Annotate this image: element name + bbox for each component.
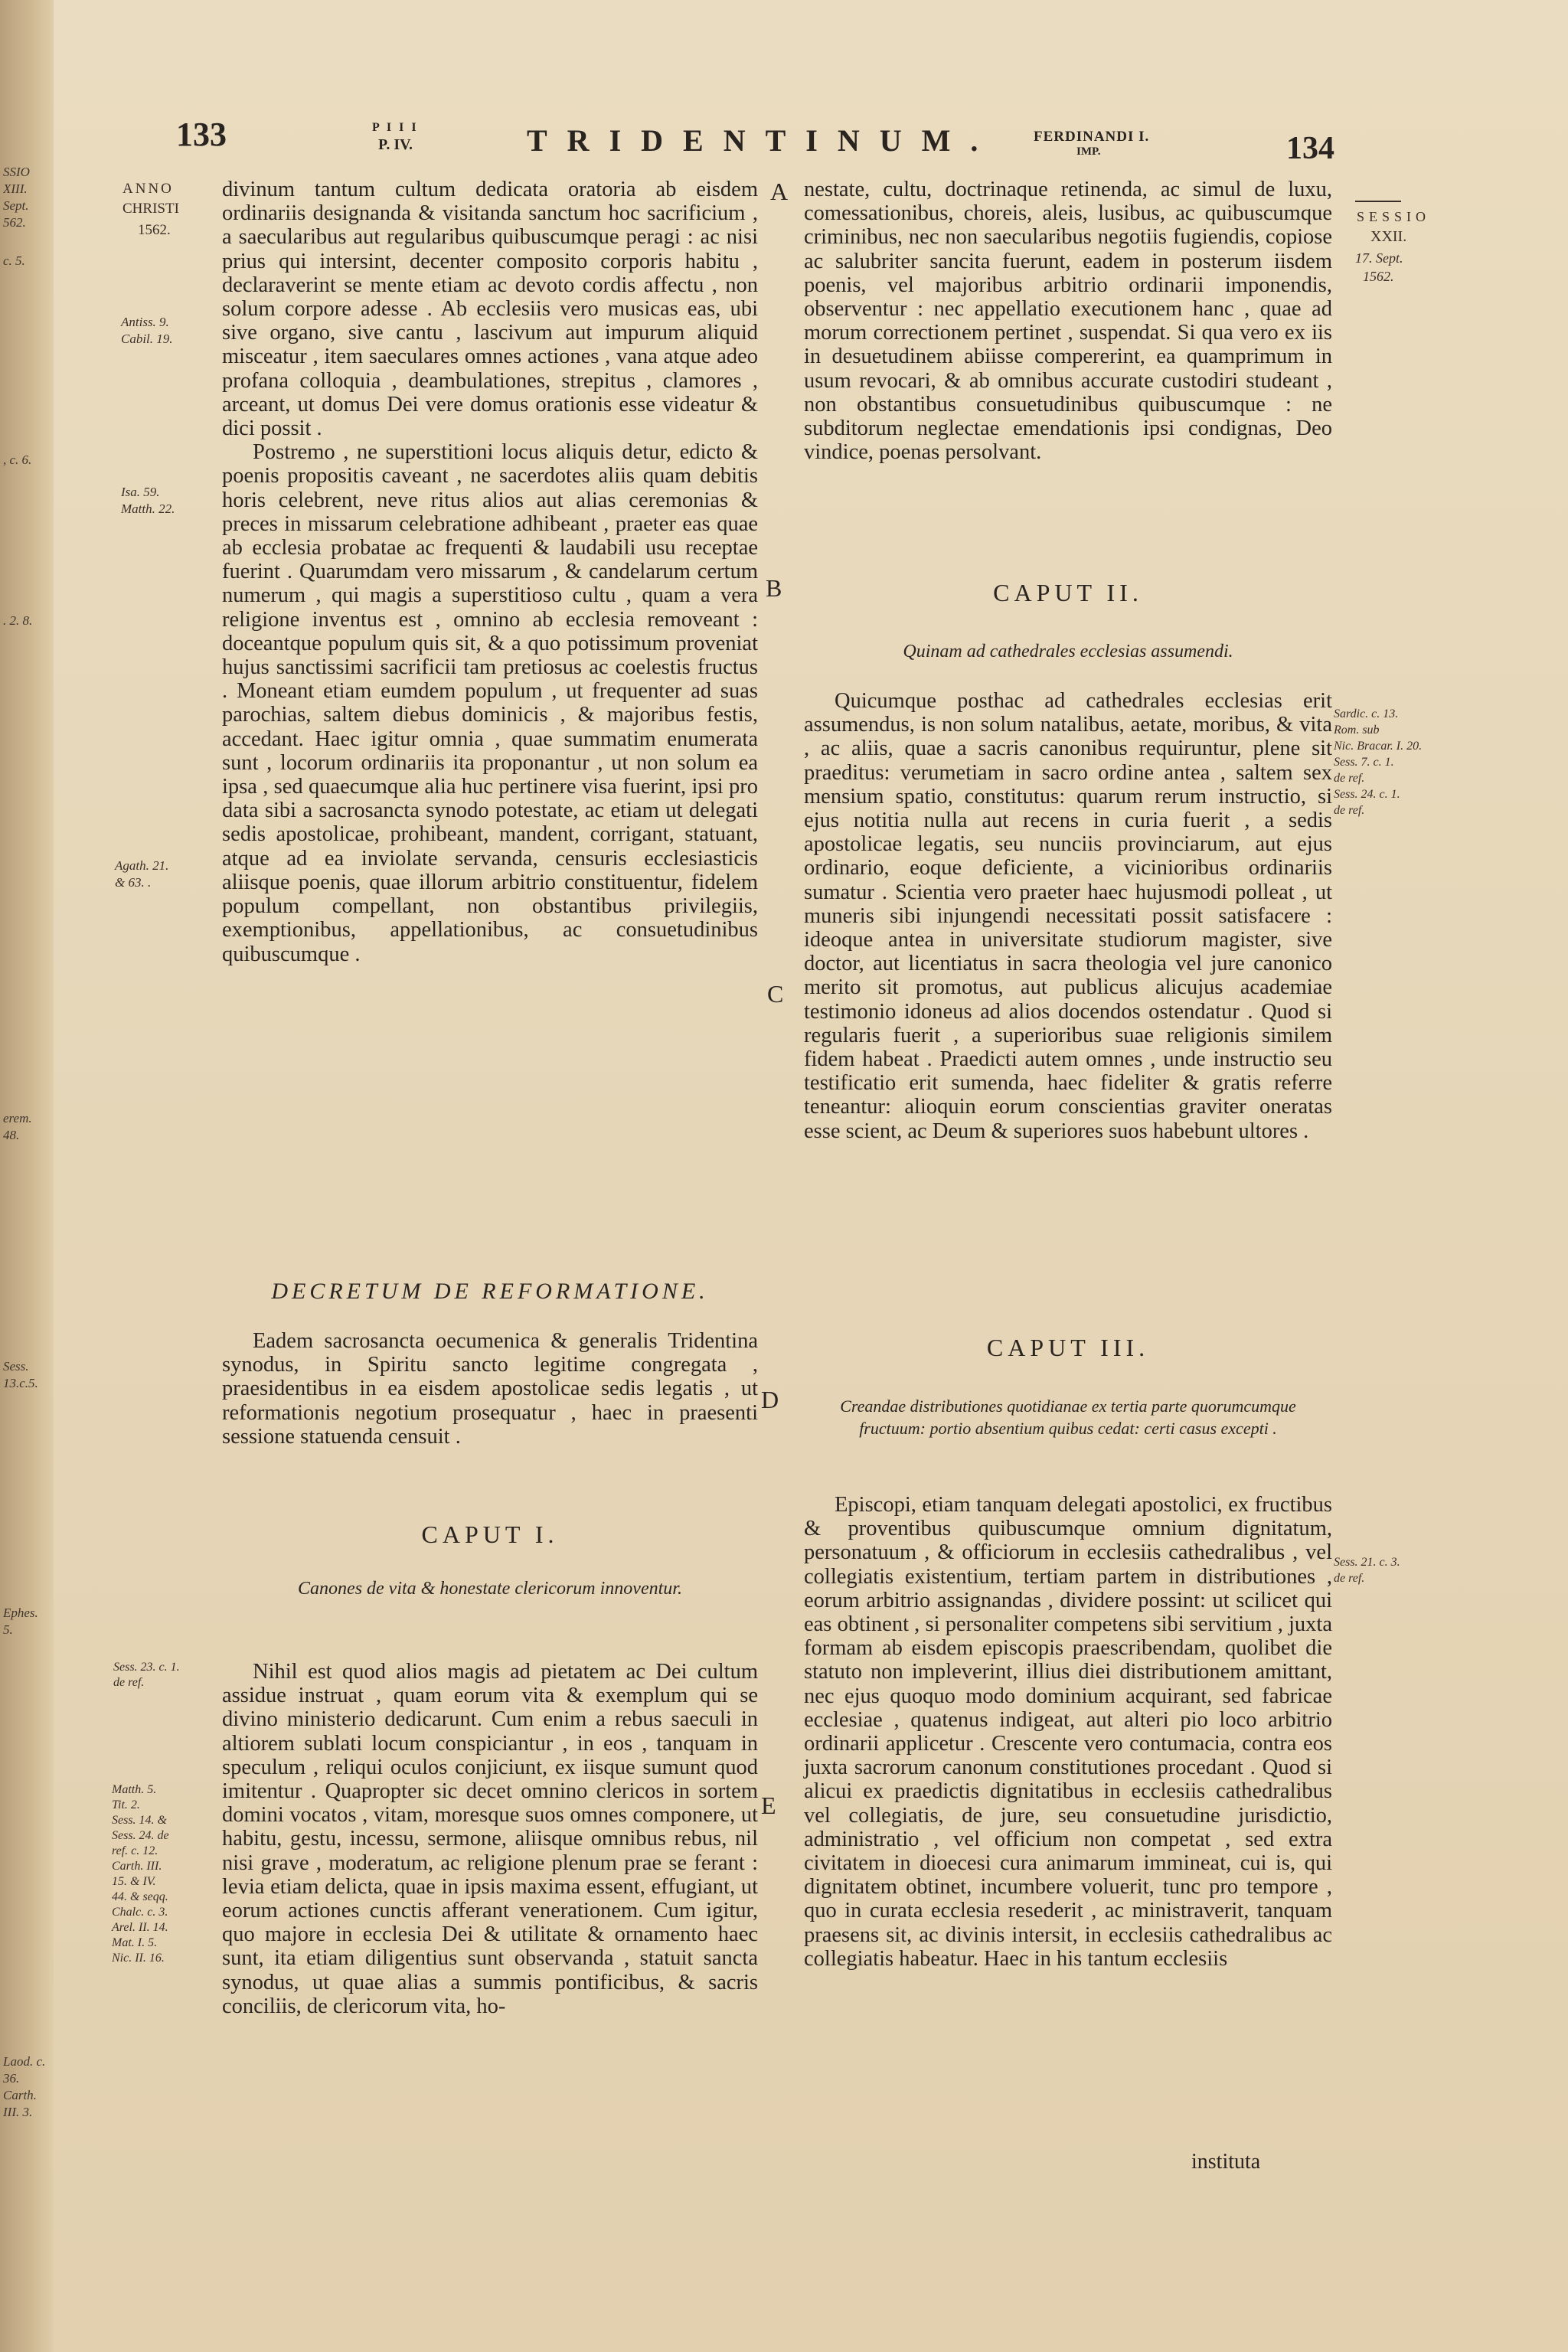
section-letter: A [770,178,789,205]
margin-session-number: XXII. [1370,228,1407,245]
column-right-top [804,178,1332,464]
margin-note: Sess. 23. c. 1. de ref. [113,1661,180,1689]
margin-christi: CHRISTI [122,201,179,217]
header-pius-small: P I I I [372,121,419,134]
gutter-fragment: Laod. c. 36. Carth. III. 3. [3,2054,46,2119]
column-left-top [222,178,758,966]
decree-heading: DECRETUM DE REFORMATIONE. [271,1279,709,1304]
gutter-fragment: . 2. 8. [3,613,33,628]
chapter-heading: CAPUT III. [986,1334,1150,1361]
margin-note: Antiss. 9. Cabil. 19. [121,315,173,346]
paragraph: divinum tantum cultum dedicata oratoria ab eisdem ordinariis designanda & visitanda sanctum hoc sacrificium , a saecularibus aut regularibus quibuscumque peragi : ac nisi prius qui intersint, decenter composito corporis habitu , declaraverint se mente etiam ac devoto cordis affectu , non solum corpore adesse . Ab ecclesiis vero musicas eas, ubi sive organo, sive cantu , lascivum aut impurum aliquid misceatur , item saeculares omnes actiones , vana atque adeo profana colloquia , deambulationes, strepitus , clamores , arceant, ut domus Dei vere domus orationis esse videatur & dici possit . [222,178,758,441]
margin-year: 1562. [138,222,171,238]
header-pius: P. IV. [378,136,413,153]
catchword: instituta [1191,2150,1261,2174]
header-ferdinand: FERDINANDI I. [1034,129,1150,145]
margin-note: Sardic. c. 13. Rom. sub Nic. Bracar. I. 20. Sess. 7. c. 1. de ref. Sess. 24. c. 1. de ref. [1334,707,1423,817]
gutter-fragment: erem. 48. [3,1111,32,1142]
gutter-shadow [0,0,54,2352]
paragraph: nestate, cultu, doctrinaque retinenda, ac simul de luxu, comessationibus, choreis, aleis, lusibus, ac quibuscumque criminibus, nec non saecularibus negotiis fugiendis, copiose ac salubriter sancita fuerunt, eadem in posterum iisdem poenis, vel majoribus arbitrio ordinarii imponendis, observentur : nec appellatio executionem hanc , quae ad morum correctionem pertinet , suspendat. Si qua vero ex iis in desuetudinem abiisse compererint, ea quamprimum in usum revocari, & ab omnibus accurate custodiri studeant , non obstantibus consuetudinibus quibuscumque : ne subditorum neglectae emendationis ipsi condignas, Deo vindice, poenas persolvant. [804,178,1332,465]
column-left-middle [222,1329,758,1449]
paragraph: Eadem sacrosancta oecumenica & generalis Tridentina synodus, in Spiritu sancto legitime congregata , praesidentibus in ea eisdem apostolicae sedis legatis , ut reformationis negotium prosequatur , haec in praesenti sessione statuenda censuit . [222,1329,758,1449]
chapter-subtitle: Canones de vita & honestate clericorum innoventur. [298,1579,682,1599]
page-number-right: 134 [1286,131,1334,166]
margin-rule [1355,201,1401,202]
section-letter: E [761,1792,776,1819]
gutter-fragment: Ephes. 5. [3,1606,38,1637]
header-imp: IMP. [1076,145,1101,158]
chapter-subtitle: Quinam ad cathedrales ecclesias assumendi. [903,642,1233,662]
gutter-fragment: SSIO XIII. Sept. 562. [3,165,30,230]
column-right-middle [804,689,1332,1143]
margin-note: Matth. 5. Tit. 2. Sess. 14. & Sess. 24. de ref. c. 12. Carth. III. 15. & IV. 44. & seqq. Chalc. c. 3. Arel. II. 14. Mat. I. 5. Nic. II. 16. [112,1783,169,1965]
margin-date: 17. Sept. [1355,250,1403,266]
gutter-fragment: , c. 6. [3,452,32,467]
chapter-heading: CAPUT I. [421,1521,559,1548]
section-letter: C [767,980,784,1008]
margin-note: Sess. 21. c. 3. de ref. [1334,1556,1400,1585]
paragraph: Quicumque posthac ad cathedrales ecclesias erit assumendus, is non solum natalibus, aetate, moribus, & vita , ac aliis, quae a sacris canonibus requiruntur, plene sit praeditus: verumetiam in sacro ordine antea , saltem sex mensium spatio, constitutus: quarum rerum instructio, si ejus notitia nulla aut recens in curia fuerit , a sedis apostolicae legatis, seu nunciis provinciarum, aut ejus ordinario, eoque deficiente, a vicinioribus ordinariis sumatur . Scientia vero praeter haec hujusmodi polleat , ut muneris sibi injungendi necessitati possit satisfacere : ideoque antea in universitate studiorum magister, sive doctor, aut licentiatus in sacra theologia vel jure canonico merito sit promotus, aut publicus alicujus academiae testimonio idoneus ad alios docendos ostendatur . Quod si regularis fuerit , a superioribus suae religionis similem fidem habeat . Praedicti autem omnes , unde instructio seu testificatio erit sumenda, haec fideliter & gratis referre teneantur: alioquin eorum conscientias graviter oneratas esse scient, ac Deum & superiores suos habebunt ultores . [804,689,1332,1143]
gutter-fragment: Sess. 13.c.5. [3,1359,38,1390]
gutter-fragment: c. 5. [3,253,25,268]
column-left-bottom [222,1660,758,2018]
paragraph: Episcopi, etiam tanquam delegati apostolici, ex fructibus & proventibus quibuscumque omnium dignitatum, personatuum , & officiorum in ecclesiis cathedralibus , vel collegiatis existentium, tertiam partem in distributiones , eorum arbitrio assignandas , dividere possint: ut scilicet qui eas obtinent , si personaliter competens sibi servitium , juxta formam ab eisdem episcopis praescribendam, quolibet die statuto non impleverint, illius diei distributionem amittant, nec ejus quoquo modo dominium acquirant, sed fabricae ecclesiae , quatenus indigeat, aut alteri pio loco arbitrio ordinarii applicetur . Crescente vero contumacia, contra eos juxta sacrorum canonum constitutiones procedant . Quod si alicui ex praedictis dignitatibus in ecclesiis cathedralibus vel collegiatis, de jure, seu consuetudine jurisdictio, administratio , vel officium non competat , sed extra civitatem in dioecesi cura animarum immineat, cui is, qui dignitatem obtinet, incumbere voluerit, tunc pro tempore , quo in curata ecclesia resederit , ac ministraverit, tanquam praesens sit, ac divinis intersit, in ecclesiis cathedralibus ac collegiatis habeatur. Haec in his tantum ecclesiis [804,1493,1332,1971]
chapter-heading: CAPUT II. [993,579,1143,606]
running-title: TRIDENTINUM. [527,123,998,158]
paragraph: Nihil est quod alios magis ad pietatem ac Dei cultum assidue instruat , quam eorum vita & exemplum qui se divino ministerio dedicarunt. Cum enim a rebus saeculi in altiorem sublati locum conspiciantur , in eos , tanquam in speculum , reliqui oculos conjiciunt, ex iisque sumunt quod imitentur . Quapropter sic decet omnino clericos in sortem domini vocatos , vitam, moresque suos omnes componere, ut habitu, gestu, incessu, sermone, aliisque omnibus rebus, nil nisi grave , moderatum, ac religione plenum prae se ferant : levia etiam delicta, quae in ipsis maxima essent, effugiant, ut eorum actiones cunctis afferant venerationem. Cum igitur, quo majore in ecclesia Dei & utilitate & ornamento haec sunt, ita etiam diligentius sunt observanda , statuit sancta synodus, ut quae alias a summis pontificibus, & sacris conciliis, de clericorum vita, ho- [222,1660,758,2018]
paragraph: Postremo , ne superstitioni locus aliquis detur, edicto & poenis propositis caveant , ne sacerdotes aliis quam debitis horis celebrent, neve ritus alios aut alias ceremonias & preces in missarum celebratione adhibeant , praeter eas quae ab ecclesia probatae ac frequenti & laudabili usu receptae fuerint . Quarumdam vero missarum , & candelarum certum numerum , qui magis a superstitioso cultu , quam a vera religione inventus est , omnino ab ecclesia removeant : doceantque populum quis sit, & a quo potissimum proveniat hujus sanctissimi sacrificii tam pretiosus ac coelestis fructus . Moneant etiam eumdem populum , ut frequenter ad suas parochias, saltem diebus dominicis , & majoribus festis, accedant. Haec igitur omnia , quae summatim enumerata sunt , locorum ordinariis ita proponantur , ut non solum ea ipsa , sed quaecumque alia huc pertinere visa fuerint, ipsi pro data sibi a sacrosancta synodo potestate, ac etiam ut delegati sedis apostolicae, prohibeant, mandent, corrigant, statuant, atque ad ea inviolate servanda, censuris ecclesiasticis aliisque poenis, quae illorum arbitrio constituentur, fidelem populum compellant, non obstantibus privilegiis, exemptionibus, appellationibus, ac consuetudinibus quibuscumque . [222,440,758,966]
column-right-bottom [804,1493,1332,1971]
margin-note: Agath. 21. & 63. . [115,858,169,890]
margin-year: 1562. [1363,269,1394,284]
section-letter: D [761,1386,779,1413]
margin-note: Isa. 59. Matth. 22. [121,485,175,516]
section-letter: B [766,574,782,602]
page-number-left: 133 [176,116,227,153]
chapter-subtitle: Creandae distributiones quotidianae ex tertia parte quorumcumque fructuum: portio absentium quibus cedat: certi casus excepti . [840,1396,1296,1438]
margin-sessio: SESSIO [1357,209,1431,224]
margin-anno: ANNO [122,181,174,197]
